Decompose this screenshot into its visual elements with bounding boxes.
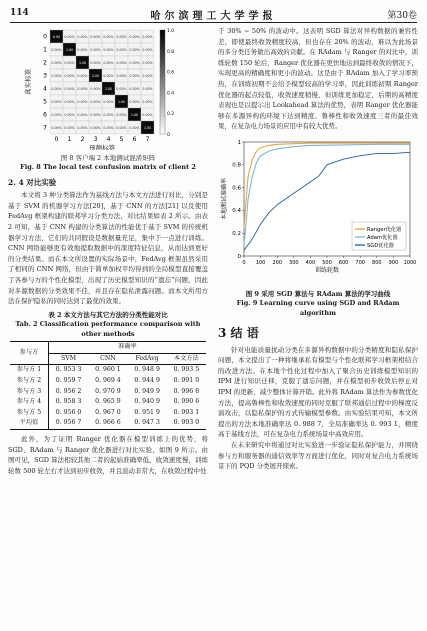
table2-title-cn: 表 2 本文方法与其它方法的分类性能对比	[48, 310, 168, 319]
optimizer-paragraph: 此外，为了证明 Ranger 优化器在模型训练上的优势，将 SGD、RAdam 与 Ranger 优化器进行对比实验，如图 9 所示。由图可见，SGD 算法相较其他二者的起始准确率低，收敛速度慢，训练轮数 500 轮左右才达到初步收敛，并且波动非常大，在收敛过程中处	[8, 434, 208, 475]
cell-value: 0.00%	[116, 113, 127, 117]
table-row	[10, 387, 206, 398]
y-tick-label: 0.2	[232, 230, 241, 237]
cell-value: 1.00	[143, 126, 152, 130]
confusion-matrix	[8, 26, 208, 150]
left-column	[8, 26, 208, 476]
cell-value: 1.00	[65, 48, 74, 52]
page-number: 114	[10, 8, 29, 18]
y-tick-label: 2	[43, 59, 47, 67]
x-axis-label: 训练轮数	[314, 266, 340, 274]
table-cell: 0. 940 9	[134, 398, 160, 406]
table-col-header: 本文方法	[167, 353, 206, 365]
x-tick-label: 1	[67, 136, 72, 143]
y-tick-label: 1	[237, 139, 241, 146]
row-label: 参与方 5	[16, 408, 42, 416]
x-tick-label: 4	[106, 136, 111, 143]
cell-value: 0.00%	[64, 87, 75, 91]
fig9-caption-en: Fig. 9 Learning curve using SGD and RAdam algorithm	[236, 299, 400, 317]
y-tick-label: 4	[43, 85, 47, 93]
x-tick-label: 2	[80, 136, 85, 143]
cell-value: 0.00%	[129, 61, 140, 65]
table-cell: 0. 947 3	[128, 418, 167, 429]
y-axis-label: 真实标签	[24, 69, 32, 95]
cell-value: 0.00%	[90, 35, 101, 39]
cell-value: 0.00%	[129, 74, 140, 78]
cell-value: 0.00%	[77, 126, 88, 130]
cell-value: 0.00%	[129, 100, 140, 104]
cell-value: 0.00%	[90, 100, 101, 104]
cell-value: 0.92	[52, 35, 61, 39]
row-label: 参与方 3	[16, 387, 42, 395]
cell-value: 0.00%	[64, 61, 75, 65]
running-header	[10, 6, 417, 23]
figure-8	[8, 26, 208, 154]
x-tick-label: 1000	[403, 259, 417, 266]
cell-value: 0.00%	[103, 35, 114, 39]
accuracy-table	[10, 341, 206, 430]
cell-value: 0.00%	[103, 126, 114, 130]
table2-title-en: Tab. 2 Classification performance comparison with other methods	[15, 320, 201, 338]
table-col-header: CNN	[88, 353, 127, 365]
table-cell: 0. 993 1	[173, 408, 200, 416]
x-tick-label: 500	[322, 259, 332, 266]
x-tick-label: 200	[272, 259, 282, 266]
cell-value: 0.00%	[64, 74, 75, 78]
fig8-caption-en: Fig. 8 The local test confusion matrix of client 2	[20, 163, 196, 172]
cell-value: 0.00%	[51, 61, 62, 65]
x-tick-label: 700	[355, 259, 365, 266]
cell-value: 0.00%	[51, 74, 62, 78]
table-row	[10, 408, 206, 419]
table-cell: 0. 966 6	[88, 418, 127, 429]
table-cell: 0. 956 0	[48, 408, 88, 419]
colorbar	[160, 30, 165, 134]
table-cell: 0. 948 9	[134, 366, 160, 374]
cell-value: 0.00%	[142, 87, 153, 91]
y-tick-label: 0.6	[232, 185, 241, 192]
fig8-caption-cn: 图 8 客户端 2 本地测试混淆矩阵	[60, 153, 156, 162]
cell-value: 0.00%	[103, 100, 114, 104]
cell-value: 0.00%	[116, 48, 127, 52]
cell-value: 0.00%	[142, 35, 153, 39]
y-tick-label: 0.4	[232, 208, 241, 215]
table-group-header: 准确率	[48, 342, 206, 354]
table-cell: 0. 996 8	[173, 387, 200, 395]
y-tick-label: 6	[43, 111, 47, 119]
table-cell: 0. 944 9	[134, 377, 160, 384]
right-column	[218, 26, 418, 472]
table-col-header: FedAvg	[128, 353, 167, 365]
table-cell: 0. 969 4	[95, 377, 121, 384]
x-tick-label: 3	[93, 136, 98, 143]
cell-value: 0.00%	[142, 113, 153, 117]
cell-value: 0.00%	[116, 126, 127, 130]
x-tick-label: 400	[305, 259, 316, 266]
table-cell: 0. 993 5	[173, 366, 200, 374]
cell-value: 0.00%	[77, 113, 88, 117]
colorbar-label: 1.0	[167, 29, 175, 34]
volume-label: 第30卷	[387, 11, 417, 21]
y-tick-label: 0.8	[232, 162, 241, 169]
table-cell: 0. 970 9	[95, 387, 121, 395]
table-cell: 0. 990 6	[173, 398, 200, 406]
row-label: 平均值	[10, 418, 48, 429]
cell-value: 0.00%	[77, 48, 88, 52]
y-tick-label: 0	[237, 253, 241, 260]
cell-value: 1.00	[91, 74, 100, 78]
cell-value: 0.00%	[142, 61, 153, 65]
x-tick-label: 600	[338, 259, 349, 266]
cell-value: 0.00%	[51, 113, 62, 117]
cell-value: 0.00%	[129, 48, 140, 52]
table-corner: 参与方	[10, 342, 48, 365]
conclusion-paragraph-1: 针对电能质量扰动分类在多源异构数据中的分类精度和隐私保护问题，本文提出了一种将继承私有模型与个性化联邦学习框架相结合的改进方法。在本地个性化过程中加入了聚合历史训练模型知识的 IPM 进行知识迁移，克服了遗忘问题，并在模型初步收敛后停止对 IPM 的更新，减少整体计算开销。此外将 RAdam 算法作为参数优化方法，提高鲁棒性和收敛速度的同时克服了联邦通信过程中的梯度反演攻击，以隐私保护的方式传输模型参数。由实验结果可知，本文所提出的方法本地准确率达 0. 988 7，全局准确率达 0. 993 1，精度高于基线方法，可在复杂电力系统场景中高效应用。	[218, 345, 418, 439]
table-cell: 0. 967 0	[95, 408, 121, 416]
cell-value: 0.00%	[64, 35, 75, 39]
y-tick-label: 3	[43, 72, 47, 80]
cell-value: 0.00%	[129, 126, 140, 130]
optimizer-paragraph-cont: 于 30% ~ 50% 的波动中。这表明 SGD 算法对异构数据的兼容性差，即使最终收敛精度较高，但也存在 20% 的波动，难以为此场景的多分类任务做出高效的贡献。在 RAdam 与 Ranger 的对比中，训练轮数 150 轮后，Ranger 优化器在更快地达到最终收敛的情况下，实现更高的精确度和更小的波动。这是由于 RAdam 加入了学习率预热，在训练初期不会给予模型较高的学习率，因此训练初期 Ranger 优化器的起点较低，收敛速度稍慢，但训练更加稳定，后期的高精度表现也是以提示出 Lookahead 算法的优势，表明 Ranger 优化器能够在多源异构的环境下达到精度、鲁棒性和收敛速度三者的最佳效果，在复杂电力场景的应用中有较大优势。	[218, 27, 418, 131]
legend-label: Ranger优化器	[367, 226, 402, 233]
cell-value: 0.00%	[51, 87, 62, 91]
x-axis-label: 预测标签	[89, 144, 115, 150]
cell-value: 0.00%	[77, 35, 88, 39]
journal-name: 哈尔滨理工大学学报	[150, 11, 277, 22]
table-cell: 0. 956 7	[48, 418, 88, 429]
cell-value: 0.00%	[90, 87, 101, 91]
table-cell: 0. 965 9	[95, 398, 121, 406]
colorbar-label: 0	[167, 133, 170, 138]
table-cell: 0. 960 1	[95, 366, 121, 374]
cell-value: 0.00%	[77, 74, 88, 78]
cell-value: 0.00%	[51, 48, 62, 52]
table-row	[10, 418, 206, 429]
cell-value: 0.00%	[51, 100, 62, 104]
table-cell: 0. 949 9	[134, 387, 160, 395]
cell-value: 0.00%	[77, 100, 88, 104]
x-tick-label: 6	[132, 136, 137, 143]
cell-value: 1.00	[104, 87, 113, 91]
table-row	[10, 376, 206, 387]
cell-value: 0.00%	[116, 87, 127, 91]
x-tick-label: 300	[289, 259, 299, 266]
row-label: 参与方 4	[16, 398, 42, 406]
cell-value: 0.00%	[142, 48, 153, 52]
cell-value: 0.00%	[103, 48, 114, 52]
cell-value: 0.00%	[90, 113, 101, 117]
colorbar-label: 0.2	[167, 112, 175, 118]
table-row	[10, 365, 206, 376]
row-label: 参与方 2	[16, 377, 42, 384]
row-label: 参与方 1	[16, 366, 42, 374]
colorbar-label: 0.8	[167, 49, 175, 55]
y-tick-label: 7	[43, 124, 47, 132]
table-cell: 0. 991 0	[173, 377, 200, 384]
table-col-header: SVM	[48, 353, 88, 365]
y-tick-label: 5	[43, 98, 47, 106]
table-cell: 0. 953 3	[48, 365, 88, 376]
cell-value: 0.00%	[116, 35, 127, 39]
cell-value: 0.00%	[51, 126, 62, 130]
conclusion-paragraph-2: 在未来研究中将通过对比实验进一步验证隐私保护能力，并围绕参与方和服务器的通信效率等方面进行优化，同时对复合电力系统场景下的 PQD 分类展开探索。	[218, 440, 418, 471]
x-tick-label: 5	[119, 136, 124, 143]
cell-value: 0.00%	[90, 126, 101, 130]
cell-value: 0.00%	[90, 48, 101, 52]
table-cell: 0. 993 0	[167, 418, 206, 429]
legend-label: SGD优化器	[367, 242, 394, 249]
cell-value: 0.00%	[129, 35, 140, 39]
cell-value: 0.00%	[116, 74, 127, 78]
legend-label: Adam优化器	[367, 234, 398, 241]
section-3-title: 3 结 语	[218, 326, 259, 341]
table-cell: 0. 959 7	[48, 376, 88, 387]
x-tick-label: 900	[388, 259, 399, 266]
y-axis-label: 本地测试准确率	[221, 177, 228, 220]
cell-value: 0.00%	[64, 113, 75, 117]
cell-value: 0.00%	[77, 87, 88, 91]
table-cell: 0. 956 2	[48, 387, 88, 398]
x-tick-label: 0	[242, 259, 246, 266]
x-tick-label: 800	[372, 259, 382, 266]
cell-value: 0.00%	[142, 74, 153, 78]
table-cell: 0. 958 3	[48, 397, 88, 408]
fig9-caption-cn: 图 9 采用 SGD 算法与 RAdam 算法的学习曲线	[245, 289, 391, 298]
figure-9	[218, 136, 418, 290]
cell-value: 0.00%	[64, 126, 75, 130]
comparison-paragraph: 本文将 3 种分类算法作为基线方法与本文方法进行对比，分别是基于 SVM 的机器学习方法[20]，基于 CNN 的方法[21] 以及使用 FedAvg 框架构建的联邦学习分类方法，对比结果如表 2 所示。由表 2 可知，基于 CNN 构建的分类算法的性能优于基于 SVM 的传统机器学习方法，它们的共同假设是数据量充足，集中于一点进行训练。CNN 网络能够更有效地提取数据中的深度特征信息，从而达到更好的分类结果。而在本文所设置的实际场景中，FedAvg 框架虽然采用了相同的 CNN 网络，但由于简单加权平均得到的全局模型直接覆盖了各参与方的个性化模型，出现了历史模型知识的“遗忘”问题，因此对多源数据的分类效果不佳，并且存在隐私泄露问题。而本文所用方法在保护隐私的同时达到了最优的效果。	[8, 191, 208, 306]
cell-value: 0.00%	[90, 61, 101, 65]
cell-value: 1.00	[78, 61, 87, 65]
cell-value: 0.00%	[129, 87, 140, 91]
cell-value: 0.00%	[103, 61, 114, 65]
cell-value: 0.00%	[116, 61, 127, 65]
table-row	[10, 397, 206, 408]
cell-value: 1.00	[130, 113, 139, 117]
y-tick-label: 0	[43, 33, 47, 41]
cell-value: 0.00%	[142, 100, 153, 104]
x-tick-label: 0	[54, 136, 59, 143]
x-tick-label: 100	[255, 259, 266, 266]
x-tick-label: 7	[145, 136, 150, 143]
colorbar-label: 0.6	[167, 70, 175, 76]
table-cell: 0. 951 9	[134, 408, 160, 416]
cell-value: 0.00%	[103, 113, 114, 117]
y-tick-label: 1	[43, 46, 47, 54]
colorbar-label: 0.4	[167, 91, 175, 97]
cell-value: 1.00	[117, 100, 126, 104]
section-2-4-title: 2. 4 对比实验	[8, 177, 57, 187]
cell-value: 0.00%	[64, 100, 75, 104]
cell-value: 0.00%	[103, 74, 114, 78]
learning-curve-chart	[218, 136, 418, 286]
